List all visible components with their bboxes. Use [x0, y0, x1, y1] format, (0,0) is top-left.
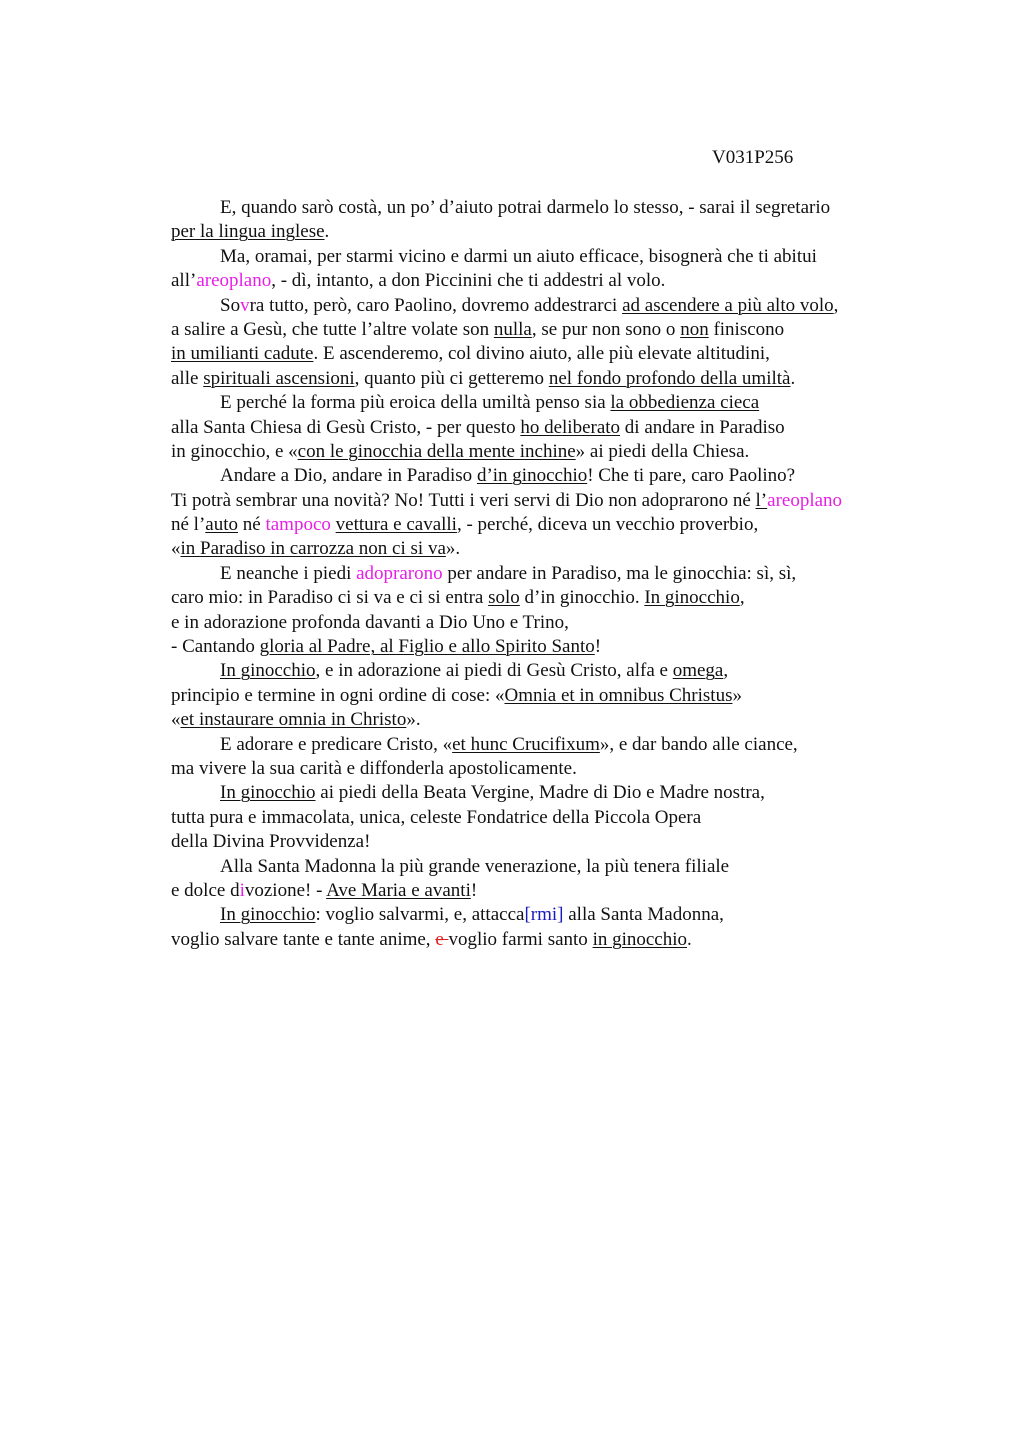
underlined-phrase: gloria al Padre, al Figlio e allo Spirito Santo	[259, 636, 595, 658]
text-run: . E ascenderemo, col divino aiuto, alle più elevate altitudini,	[313, 343, 770, 365]
text-run: voglio farmi santo	[448, 928, 593, 950]
text-run: Ma, oramai, per starmi vicino e darmi un aiuto efficace, bisognerà che ti abitui	[220, 245, 817, 267]
underlined-phrase: ad ascendere a più alto volo	[622, 294, 834, 316]
text-run: !	[594, 636, 602, 658]
text-run: , quanto più ci getteremo	[354, 367, 549, 389]
text-run: .	[790, 367, 796, 389]
paragraph-first-line	[171, 659, 931, 683]
text-line	[171, 269, 931, 293]
text-run: E adorare e predicare Cristo, «	[220, 733, 453, 755]
text-run: di andare in Paradiso	[620, 416, 785, 438]
text-run: della Divina Provvidenza!	[171, 831, 371, 853]
text-run: e in adorazione profonda davanti a Dio Uno e Trino,	[171, 611, 569, 633]
text-run: ra tutto, però, caro Paolino, dovremo addestrarci	[249, 294, 623, 316]
text-line	[171, 806, 931, 830]
text-line	[171, 879, 931, 903]
text-line	[171, 416, 931, 440]
text-run: all’	[171, 270, 197, 292]
text-run: So	[220, 294, 241, 316]
inserted-word: tampoco	[265, 514, 331, 536]
text-run: Alla Santa Madonna la più grande venerazione, la più tenera filiale	[220, 855, 730, 877]
text-run: »	[732, 684, 742, 706]
text-run: alle	[171, 367, 204, 389]
inserted-word: areoplano	[767, 489, 843, 511]
text-run: principio e termine in ogni ordine di cose: «	[171, 684, 505, 706]
bracketed-insertion: [rmi]	[524, 904, 564, 926]
text-run: «	[171, 709, 181, 731]
text-run: ! Che ti pare, caro Paolino?	[587, 465, 796, 487]
underlined-phrase: Omnia et in omnibus Christus	[504, 684, 733, 706]
text-run: » ai piedi della Chiesa.	[575, 440, 750, 462]
text-run: », e dar bando alle ciance,	[599, 733, 798, 755]
inserted-word: areoplano	[196, 270, 272, 292]
text-line	[171, 708, 931, 732]
text-line	[171, 928, 931, 952]
underlined-phrase: la obbedienza cieca	[610, 392, 760, 414]
underlined-phrase: In ginocchio	[220, 904, 316, 926]
underlined-phrase: in ginocchio	[592, 928, 688, 950]
inserted-word: i	[239, 879, 245, 901]
text-line	[171, 489, 931, 513]
text-line	[171, 318, 931, 342]
text-run: d’in ginocchio.	[519, 587, 645, 609]
text-run: ,	[739, 587, 745, 609]
text-run: , - perché, diceva un vecchio proverbio,	[456, 514, 759, 536]
text-line	[171, 684, 931, 708]
text-run: , e in adorazione ai piedi di Gesù Cristo, alfa e	[315, 660, 673, 682]
text-line	[171, 513, 931, 537]
text-line	[171, 757, 931, 781]
text-run: caro mio: in Paradiso ci si va e ci si entra	[171, 587, 489, 609]
text-line	[171, 342, 931, 366]
text-run: , - dì, intanto, a don Piccinini che ti addestri al volo.	[271, 270, 666, 292]
text-line	[171, 611, 931, 635]
text-run: tutta pura e immacolata, unica, celeste Fondatrice della Piccola Opera	[171, 806, 702, 828]
paragraph-first-line	[171, 562, 931, 586]
underlined-phrase: nel fondo profondo della umiltà	[548, 367, 791, 389]
page-identifier: V031P256	[712, 147, 794, 168]
text-run: : voglio salvarmi, e, attacca	[315, 904, 525, 926]
underlined-phrase: l’	[755, 489, 768, 511]
paragraph-first-line	[171, 196, 931, 220]
text-line	[171, 440, 931, 464]
text-run: E neanche i piedi	[220, 562, 357, 584]
text-line	[171, 220, 931, 244]
underlined-phrase: et hunc Crucifixum	[452, 733, 600, 755]
text-run: ».	[445, 538, 461, 560]
text-run: vozione! -	[244, 879, 327, 901]
underlined-phrase: vettura e cavalli	[335, 514, 457, 536]
text-run: alla Santa Chiesa di Gesù Cristo, - per questo	[171, 416, 521, 438]
underlined-phrase: auto	[205, 514, 239, 536]
text-run: per andare in Paradiso, ma le ginocchia: sì, sì,	[442, 562, 797, 584]
text-run: - Cantando	[171, 636, 260, 658]
paragraph-first-line	[171, 464, 931, 488]
text-run: Andare a Dio, andare in Paradiso	[220, 465, 477, 487]
letter-body	[171, 196, 931, 952]
underlined-phrase: in umilianti cadute	[171, 343, 314, 365]
text-run: ».	[406, 709, 421, 731]
inserted-word: v	[240, 294, 250, 316]
underlined-phrase: spirituali ascensioni	[203, 367, 355, 389]
text-line	[171, 586, 931, 610]
text-line	[171, 537, 931, 561]
underlined-phrase: nulla	[493, 318, 532, 340]
underlined-phrase: per la lingua inglese	[171, 221, 325, 243]
text-run: ,	[723, 660, 729, 682]
underlined-phrase: omega	[672, 660, 724, 682]
text-line	[171, 830, 931, 854]
text-run: e dolce d	[171, 879, 240, 901]
text-run: E, quando sarò costà, un po’ d’aiuto potrai darmelo lo stesso, - sarai il segretario	[220, 197, 831, 218]
text-run: né l’	[171, 514, 206, 536]
inserted-word: adoprarono	[356, 562, 443, 584]
text-run: Ti potrà sembrar una novità? No! Tutti i veri servi di Dio non adoprarono né	[171, 489, 756, 511]
underlined-phrase: et instaurare omnia in Christo	[180, 709, 407, 731]
underlined-phrase: non	[680, 318, 709, 340]
text-run: E perché la forma più eroica della umiltà penso sia	[220, 392, 611, 414]
underlined-phrase: d’in ginocchio	[476, 465, 588, 487]
paragraph-first-line	[171, 733, 931, 757]
text-run: in ginocchio, e «	[171, 440, 298, 462]
text-run: !	[470, 879, 478, 901]
text-run: ma vivere la sua carità e diffonderla apostolicamente.	[171, 757, 577, 779]
struck-deletion: e	[435, 928, 449, 950]
text-run: alla Santa Madonna,	[563, 904, 724, 926]
paragraph-first-line	[171, 245, 931, 269]
text-run: a salire a Gesù, che tutte l’altre volate son	[171, 318, 494, 340]
underlined-phrase: Ave Maria e avanti	[326, 879, 471, 901]
underlined-phrase: con le ginocchia della mente inchine	[297, 440, 576, 462]
underlined-phrase: ho deliberato	[520, 416, 621, 438]
text-run: né	[238, 514, 266, 536]
paragraph-first-line	[171, 903, 931, 927]
underlined-phrase: solo	[488, 587, 520, 609]
underlined-phrase: In ginocchio	[220, 660, 316, 682]
underlined-phrase: In ginocchio	[220, 782, 316, 804]
paragraph-first-line	[171, 294, 931, 318]
underlined-phrase: In ginocchio	[644, 587, 740, 609]
paragraph-first-line	[171, 781, 931, 805]
text-run: .	[324, 221, 330, 243]
text-run: ai piedi della Beata Vergine, Madre di Dio e Madre nostra,	[315, 782, 765, 804]
text-run: finiscono	[708, 318, 785, 340]
text-run: .	[687, 928, 692, 950]
text-run: voglio salvare tante e tante anime,	[171, 928, 436, 950]
paragraph-first-line	[171, 391, 931, 415]
text-line	[171, 635, 931, 659]
paragraph-first-line	[171, 855, 931, 879]
text-run: , se pur non sono o	[531, 318, 681, 340]
text-line	[171, 367, 931, 391]
text-run: «	[171, 538, 181, 560]
text-run: ,	[833, 294, 839, 316]
underlined-phrase: in Paradiso in carrozza non ci si va	[180, 538, 446, 560]
